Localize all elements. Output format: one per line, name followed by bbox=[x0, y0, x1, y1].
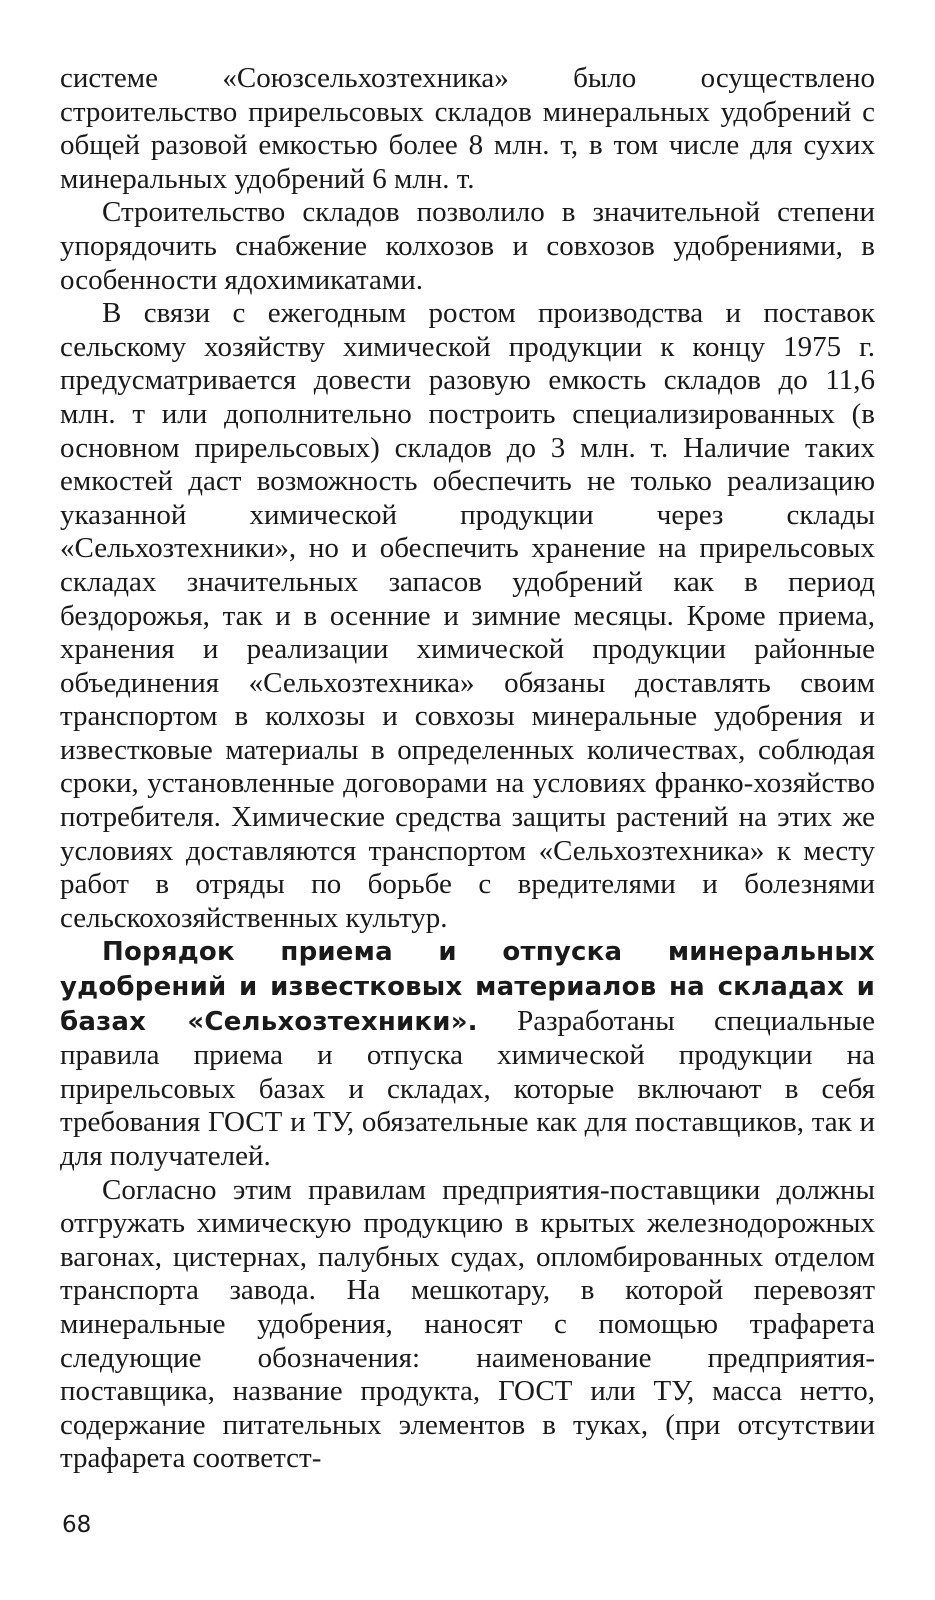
paragraph-2 bbox=[60, 196, 875, 297]
paragraph-1-text: системе «Союзсельхозтехника» было осуществлено строительство прирельсовых складов минеральных удобрений с общей разовой емкостью более 8 млн. т, в том числе для сухих минеральных удобрений 6 млн. т. bbox=[60, 62, 875, 195]
paragraph-5-text: Согласно этим правилам предприятия-поставщики должны отгружать химическую продукцию в крытых железнодорожных вагонах, цистернах, палубных судах, опломбированных отделом транспорта завода. На мешкотару, в которой перевозят минеральные удобрения, наносят с помощью трафарета следующие обозначения: наименование предприятия-поставщика, название продукта, ГОСТ или ТУ, масса нетто, содержание питательных элементов в туках, (при отсутствии трафарета соответст- bbox=[60, 1173, 875, 1475]
body-text bbox=[60, 62, 875, 1476]
paragraph-2-text: Строительство складов позволило в значительной степени упорядочить снабжение колхозов и совхозов удобрениями, в особенности ядохимикатами. bbox=[60, 196, 875, 296]
paragraph-4 bbox=[60, 935, 875, 1173]
section-heading: Порядок приема и отпуска минеральных удобрений и известковых материалов на складах и базах «Сельхозтехники». bbox=[60, 937, 875, 1037]
paragraph-3 bbox=[60, 297, 875, 935]
page-number: 68 bbox=[62, 1512, 92, 1538]
paragraph-5 bbox=[60, 1174, 875, 1476]
paragraph-1 bbox=[60, 62, 875, 196]
paragraph-3-text: В связи с ежегодным ростом производства и поставок сельскому хозяйству химической продукции к концу 1975 г. предусматривается довести разовую емкость складов до 11,6 млн. т или дополнительно построить специализированных (в основном прирельсовых) складов до 3 млн. т. Наличие таких емкостей даст возможность обеспечить не только реализацию указанной химической продукции через склады «Сельхозтехники», но и обеспечить хранение на прирельсовых складах значительных запасов удобрений как в период бездорожья, так и в осенние и зимние месяцы. Кроме приема, хранения и реализации химической продукции районные объединения «Сельхозтехника» обязаны доставлять своим транспортом в колхозы и совхозы минеральные удобрения и известковые материалы в определенных количествах, соблюдая сроки, установленные договорами на условиях франко-хозяйство потребителя. Химические средства защиты растений на этих же условиях доставляются транспортом «Сельхозтехника» к месту работ в отряды по борьбе с вредителями и болезнями сельскохозяйственных культур. bbox=[60, 297, 875, 934]
paragraph-4-text: Разработаны специальные правила приема и отпуска химической продукции на прирельсовых базах и складах, которые включают в себя требования ГОСТ и ТУ, обязательные как для поставщиков, так и для получателей. bbox=[60, 1004, 875, 1172]
